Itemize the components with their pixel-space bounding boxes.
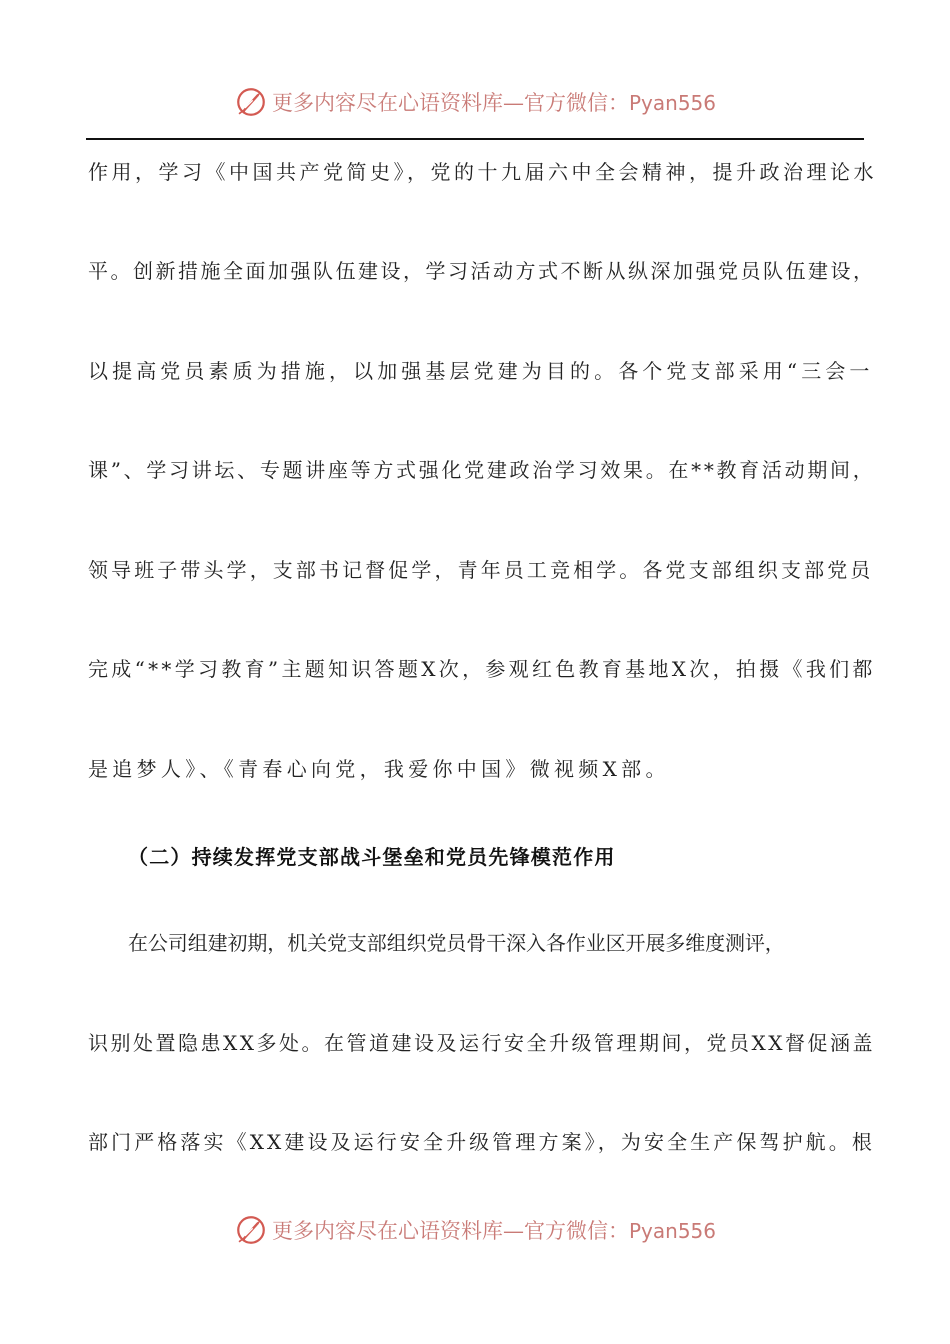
paragraph-1-line: 完成“**学习教育”主题知识答题X次，参观红色教育基地X次，拍摄《我们都 (88, 657, 876, 681)
header-banner-text: 更多内容尽在心语资料库—官方微信：Pyan556 (271, 91, 716, 115)
paragraph-1-line: 课”、学习讲坛、专题讲座等方式强化党建政治学习效果。在**教育活动期间， (88, 458, 876, 482)
quill-logo-icon (234, 85, 268, 119)
header-rule (86, 138, 864, 140)
paragraph-1-line: 作用，学习《中国共产党简史》，党的十九届六中全会精神，提升政治理论水 (88, 160, 877, 184)
paragraph-1-line: 平。创新措施全面加强队伍建设，学习活动方式不断从纵深加强党员队伍建设， (88, 259, 876, 283)
paragraph-2-line: 部门严格落实《XX建设及运行安全升级管理方案》，为安全生产保驾护航。根 (88, 1130, 875, 1154)
header-banner-account: Pyan556 (628, 91, 716, 115)
quill-logo-icon (234, 1213, 268, 1247)
paragraph-2-line: 识别处置隐患XX多处。在管道建设及运行安全升级管理期间，党员XX督促涵盖 (88, 1031, 875, 1055)
footer-banner-account: Pyan556 (628, 1219, 716, 1243)
paragraph-1-line: 是追梦人》、《青春心向党，我爱你中国》微视频X部。 (88, 757, 670, 781)
section-heading: （二）持续发挥党支部战斗堡垒和党员先锋模范作用 (128, 845, 616, 869)
paragraph-1-line: 以提高党员素质为措施，以加强基层党建为目的。各个党支部采用“三会一 (88, 359, 874, 383)
header-banner (0, 82, 950, 122)
footer-banner (0, 1210, 950, 1250)
paragraph-1-line: 领导班子带头学，支部书记督促学，青年员工竞相学。各党支部组织支部党员 (88, 558, 874, 582)
footer-banner-text: 更多内容尽在心语资料库—官方微信：Pyan556 (271, 1219, 716, 1243)
paragraph-2-line: 在公司组建初期，机关党支部组织党员骨干深入各作业区开展多维度测评， (128, 931, 785, 955)
